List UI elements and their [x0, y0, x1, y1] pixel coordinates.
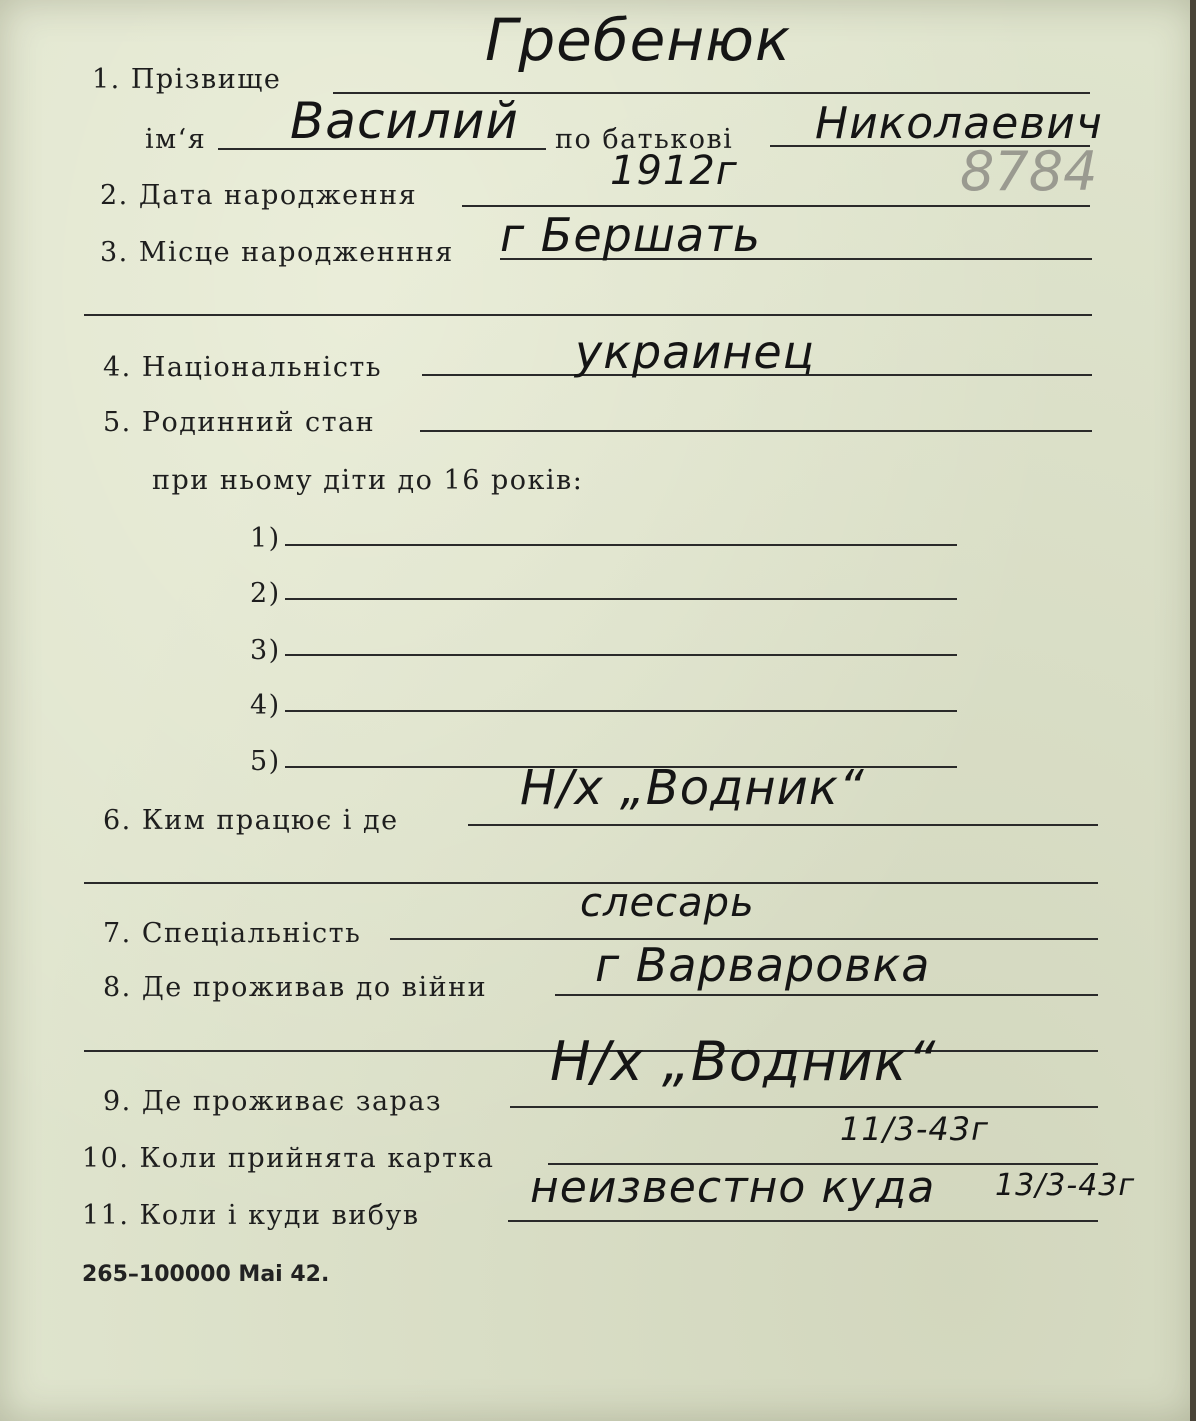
child-5-label: 5)	[250, 746, 281, 777]
work-line	[468, 824, 1098, 826]
child-3-line	[285, 654, 957, 656]
birthdate-label: 2. Дата народження	[100, 180, 418, 211]
child-2-label: 2)	[250, 578, 281, 609]
patronymic-label: по батькові	[555, 124, 734, 155]
left-handwritten: неизвестно куда	[530, 1162, 936, 1213]
birthdate-handwritten: 1912г	[610, 148, 738, 194]
current-label: 9. Де проживає зараз	[103, 1086, 443, 1117]
prewar-label: 8. Де проживав до війни	[103, 972, 488, 1003]
prewar-handwritten: г Варваровка	[595, 938, 931, 992]
print-code: 265–100000 Mai 42.	[82, 1262, 330, 1287]
children-label: при ньому діти до 16 років:	[152, 465, 584, 496]
work-handwritten: Н/х „Водник“	[520, 760, 865, 816]
nationality-label: 4. Національність	[103, 352, 383, 383]
surname-handwritten: Гребенюк	[485, 6, 792, 74]
left-date-handwritten: 13/3-43г	[995, 1168, 1136, 1203]
child-1-line	[285, 544, 957, 546]
name-label: ім‘я	[145, 124, 207, 155]
child-1-label: 1)	[250, 523, 281, 554]
left-label: 11. Коли і куди вибув	[82, 1200, 420, 1231]
card-edge	[1190, 0, 1196, 1421]
child-3-label: 3)	[250, 635, 281, 666]
current-handwritten: Н/х „Водник“	[550, 1030, 937, 1093]
left-line	[508, 1220, 1098, 1222]
name-handwritten: Василий	[290, 92, 519, 150]
child-4-line	[285, 710, 957, 712]
surname-label: 1. Прізвище	[92, 64, 282, 95]
accepted-label: 10. Коли прийнята картка	[82, 1143, 495, 1174]
birthplace-extra-line	[84, 314, 1092, 316]
birthplace-label: 3. Місце народженння	[100, 237, 454, 268]
specialty-handwritten: слесарь	[580, 880, 755, 926]
patronymic-handwritten: Николаевич	[815, 98, 1103, 149]
accepted-handwritten: 11/3-43г	[840, 1110, 989, 1148]
nationality-handwritten: украинец	[575, 325, 815, 379]
marital-label: 5. Родинний стан	[103, 407, 376, 438]
work-label: 6. Ким працює і де	[103, 805, 399, 836]
birthdate-line	[462, 205, 1090, 207]
archive-number-pencil: 8784	[960, 140, 1098, 203]
specialty-label: 7. Спеціальність	[103, 918, 362, 949]
birthplace-handwritten: г Бершать	[500, 208, 762, 262]
child-2-line	[285, 598, 957, 600]
current-line	[510, 1106, 1098, 1108]
child-4-label: 4)	[250, 690, 281, 721]
marital-line	[420, 430, 1092, 432]
prewar-line	[555, 994, 1098, 996]
